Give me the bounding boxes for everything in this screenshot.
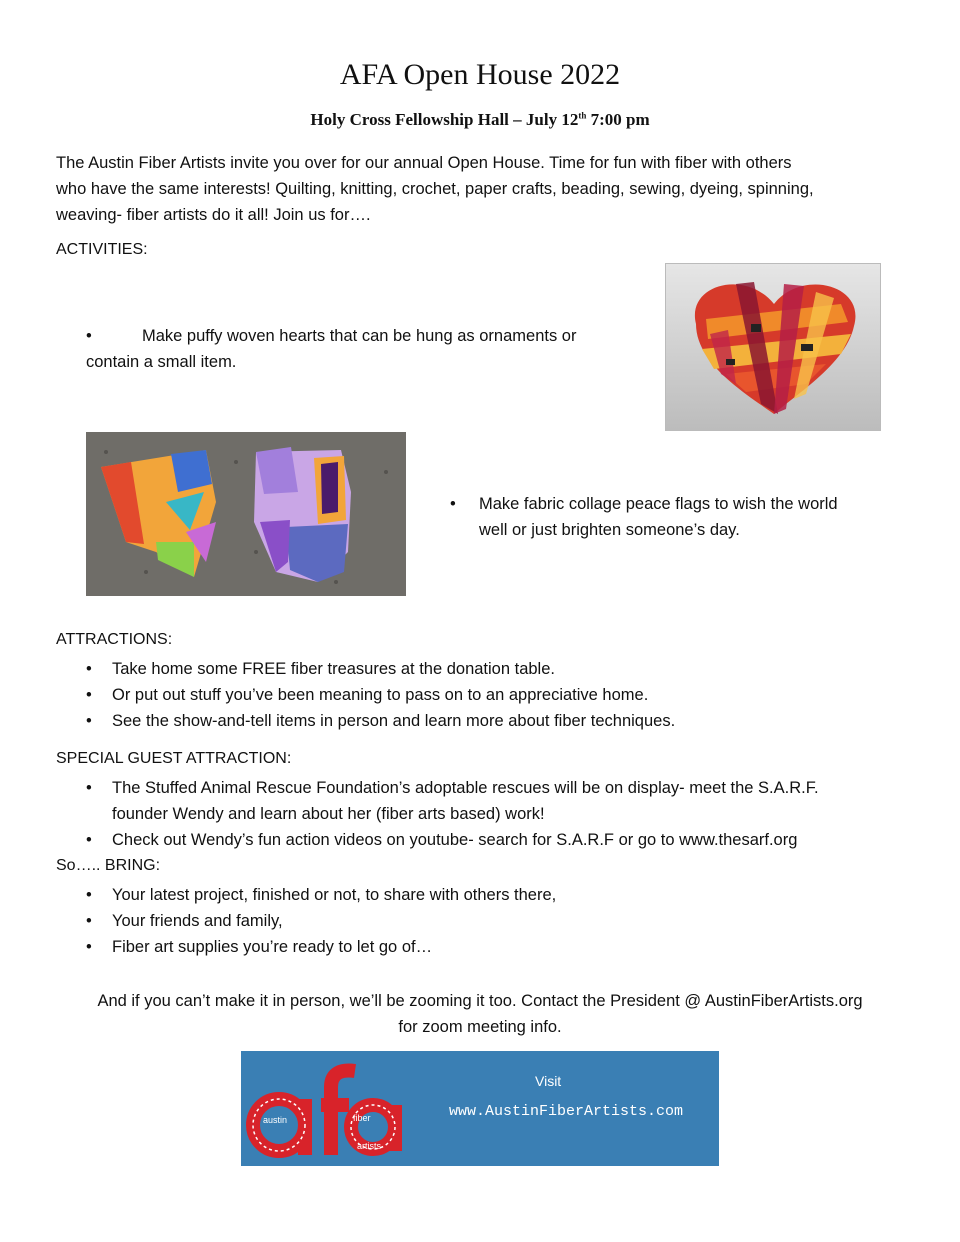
logo-word: austin [263, 1115, 288, 1125]
event-time: 7:00 pm [586, 110, 650, 129]
peace-flags-photo [86, 432, 406, 596]
intro-line: who have the same interests! Quilting, knitting, crochet, paper crafts, beading, sewing, dyeing, spinning, [56, 180, 814, 198]
attractions-heading: ATTRACTIONS: [56, 631, 173, 648]
bullet-icon: • [450, 495, 456, 513]
website-banner[interactable] [241, 1051, 719, 1166]
woven-heart-image [666, 264, 880, 430]
activity-line [450, 491, 890, 517]
list-item [56, 775, 936, 827]
special-guest-heading: SPECIAL GUEST ATTRACTION: [56, 750, 292, 767]
activity-line [86, 323, 646, 349]
closing-line: for zoom meeting info. [398, 1018, 562, 1036]
bullet-icon: • [86, 327, 92, 345]
list-item: • Take home some FREE fiber treasures at the donation table. [56, 656, 916, 682]
peace-flags-image [86, 432, 406, 596]
banner-url-link[interactable]: www.AustinFiberArtists.com [449, 1103, 684, 1120]
bring-heading: So….. BRING: [56, 857, 161, 874]
list-item: • Your friends and family, [56, 908, 916, 934]
special-guest-list [56, 775, 936, 853]
attractions-list [56, 656, 916, 734]
list-item: • Fiber art supplies you’re ready to let go of… [56, 934, 916, 960]
event-location-date: Holy Cross Fellowship Hall – July 12 [310, 110, 579, 129]
closing-paragraph [0, 988, 960, 1040]
list-item: • See the show-and-tell items in person and learn more about fiber techniques. [56, 708, 916, 734]
activity-text: Make puffy woven hearts that can be hung as ornaments or [142, 327, 577, 345]
banner-visit-label: Visit [535, 1073, 562, 1089]
bring-list [56, 882, 916, 960]
event-subtitle [0, 110, 960, 130]
intro-line: The Austin Fiber Artists invite you over for our annual Open House. Time for fun with fiber with others [56, 154, 792, 172]
activity-text: Make fabric collage peace flags to wish the world [479, 495, 838, 513]
activity-line: contain a small item. [86, 353, 237, 371]
logo-word: fiber [353, 1113, 371, 1123]
closing-line: And if you can’t make it in person, we’ll be zooming it too. Contact the President @ AustinFiberArtists.org [97, 992, 863, 1010]
list-item-line: • The Stuffed Animal Rescue Foundation’s adoptable rescues will be on display- meet the S.A.R.F. [112, 779, 819, 797]
activity-item-hearts [86, 323, 646, 375]
list-item: • Check out Wendy’s fun action videos on youtube- search for S.A.R.F or go to www.thesarf.org [56, 827, 936, 853]
list-item: • Your latest project, finished or not, to share with others there, [56, 882, 916, 908]
list-item-line: founder Wendy and learn about her (fiber arts based) work! [112, 805, 545, 823]
date-suffix: th [578, 110, 587, 121]
activities-heading: ACTIVITIES: [56, 241, 148, 258]
list-item: • Or put out stuff you’ve been meaning to pass on to an appreciative home. [56, 682, 916, 708]
activity-line: well or just brighten someone’s day. [479, 521, 740, 539]
intro-paragraph [56, 150, 916, 228]
intro-line: weaving- fiber artists do it all! Join us for…. [56, 206, 371, 224]
activity-item-flags [450, 491, 890, 543]
woven-heart-photo [665, 263, 881, 431]
logo-word: artists [357, 1141, 382, 1151]
page-title: AFA Open House 2022 [339, 58, 621, 91]
